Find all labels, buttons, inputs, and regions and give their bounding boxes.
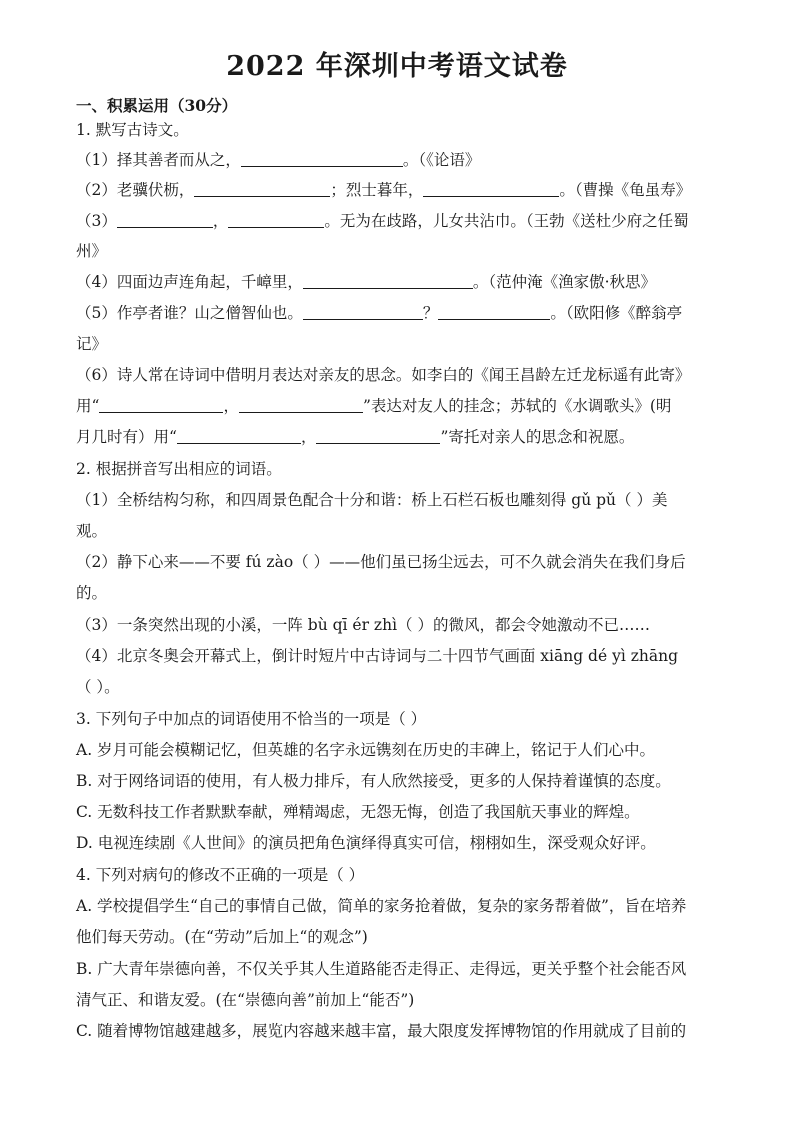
answer-blank[interactable] <box>316 427 440 444</box>
q1-item-6-comma2: ， <box>300 428 317 446</box>
answer-blank[interactable] <box>303 272 473 289</box>
page-title: 2022 年深圳中考语文试卷 <box>226 51 568 82</box>
q1-item-5-source: 。（欧阳修《醉翁亭 <box>550 304 683 322</box>
q1-item-1-text: （1）择其善者而从之， <box>76 151 241 169</box>
q2-item-2: （2）静下心来——不要 fú zào（ ）——他们虽已扬尘远去，可不久就会消失在我们身后 <box>76 553 686 571</box>
question-1-stem: 1. 默写古诗文。 <box>76 121 189 139</box>
q1-item-6-text: 用“ <box>76 397 100 415</box>
q1-item-6-text4: ”寄托对亲人的思念和祝愿。 <box>440 428 635 446</box>
answer-blank[interactable] <box>228 211 324 228</box>
q1-item-6-line3 <box>76 427 726 447</box>
q1-item-3-cont: 州》 <box>76 242 108 260</box>
q2-item-2-cont: 的。 <box>76 584 108 602</box>
answer-blank[interactable] <box>241 150 403 167</box>
q4-option-b-cont: 清气正、和谐友爱。(在“崇德向善”前加上“能否”) <box>76 991 415 1009</box>
q1-item-6-line2 <box>76 396 726 416</box>
q1-item-4 <box>76 272 726 292</box>
q4-option-a: A. 学校提倡学生“自己的事情自己做，简单的家务抢着做，复杂的家务帮着做”，旨在培养 <box>76 897 687 915</box>
q3-option-b: B. 对于网络词语的使用，有人极力排斥，有人欣然接受，更多的人保持着谨慎的态度。 <box>76 772 671 790</box>
q1-item-5-cont: 记》 <box>76 335 108 353</box>
q4-option-a-cont: 他们每天劳动。(在“劳动”后加上“的观念”) <box>76 928 368 946</box>
q4-option-c: C. 随着博物馆越建越多，展览内容越来越丰富，最大限度发挥博物馆的作用就成了目前的 <box>76 1022 687 1040</box>
section-heading: 一、积累运用（30分） <box>76 96 238 115</box>
q3-option-c: C. 无数科技工作者默默奉献，殚精竭虑，无怨无悔，创造了我国航天事业的辉煌。 <box>76 803 640 821</box>
q1-item-6-comma: ， <box>223 397 239 415</box>
q2-item-1: （1）全桥结构匀称，和四周景色配合十分和谐：桥上石栏石板也雕刻得 gǔ pǔ（ ）美 <box>76 491 668 509</box>
q2-item-1-cont: 观。 <box>76 522 108 540</box>
q1-item-2-text: （2）老骥伏枥， <box>76 181 195 199</box>
q1-item-3 <box>76 211 726 231</box>
answer-blank[interactable] <box>117 211 213 228</box>
q1-item-2-mid: ；烈士暮年， <box>330 181 424 199</box>
q1-item-2-source: 。（曹操《龟虽寿》 <box>559 181 692 199</box>
answer-blank[interactable] <box>239 396 363 413</box>
q1-item-4-text: （4）四面边声连角起，千嶂里， <box>76 273 303 291</box>
question-3-stem: 3. 下列句子中加点的词语使用不恰当的一项是（ ） <box>76 710 427 728</box>
q1-item-5 <box>76 303 726 323</box>
q1-item-6-text3: 月几时有）用“ <box>76 428 177 446</box>
question-4-stem: 4. 下列对病句的修改不正确的一项是（ ） <box>76 866 365 884</box>
q1-item-6-text2: ”表达对友人的挂念；苏轼的《水调歌头》(明 <box>362 397 672 415</box>
q2-item-4-cont: （ ）。 <box>76 678 120 696</box>
q2-item-4: （4）北京冬奥会开幕式上，倒计时短片中古诗词与二十四节气画面 xiāng dé yì zhāng <box>76 647 679 665</box>
q1-item-4-source: 。（范仲淹《渔家傲·秋思》 <box>472 273 657 291</box>
q3-option-a: A. 岁月可能会模糊记忆，但英雄的名字永远镌刻在历史的丰碑上，铭记于人们心中。 <box>76 741 656 759</box>
q1-item-5-dot: 。 <box>287 304 303 322</box>
q4-option-b: B. 广大青年崇德向善，不仅关乎其人生道路能否走得正、走得远，更关乎整个社会能否风 <box>76 960 687 978</box>
q1-item-2 <box>76 180 726 200</box>
q1-item-1 <box>76 150 726 170</box>
q1-item-3-label: （3） <box>76 212 117 230</box>
answer-blank[interactable] <box>177 427 301 444</box>
question-2-stem: 2. 根据拼音写出相应的词语。 <box>76 460 282 478</box>
answer-blank[interactable] <box>438 303 550 320</box>
q3-option-d: D. 电视连续剧《人世间》的演员把角色演绎得真实可信，栩栩如生，深受观众好评。 <box>76 834 656 852</box>
q1-item-6: （6）诗人常在诗词中借明月表达对亲友的思念。如李白的《闻王昌龄左迁龙标遥有此寄》 <box>76 366 691 384</box>
answer-blank[interactable] <box>99 396 223 413</box>
q1-item-3-text: 。无为在歧路，儿女共沾巾。（王勃《送杜少府之任蜀 <box>324 212 689 230</box>
answer-blank[interactable] <box>303 303 423 320</box>
q1-item-1-source: 。（《论语》 <box>402 151 481 169</box>
q2-item-3: （3）一条突然出现的小溪，一阵 bù qī ér zhì（ ）的微风，都会令她激动不已…… <box>76 616 650 634</box>
answer-blank[interactable] <box>423 180 559 197</box>
answer-blank[interactable] <box>194 180 330 197</box>
q1-item-5-question: ？ <box>422 304 439 322</box>
q1-item-3-comma: ， <box>212 212 229 230</box>
q1-item-5-text: （5）作亭者谁？山之僧智仙也 <box>76 304 288 322</box>
